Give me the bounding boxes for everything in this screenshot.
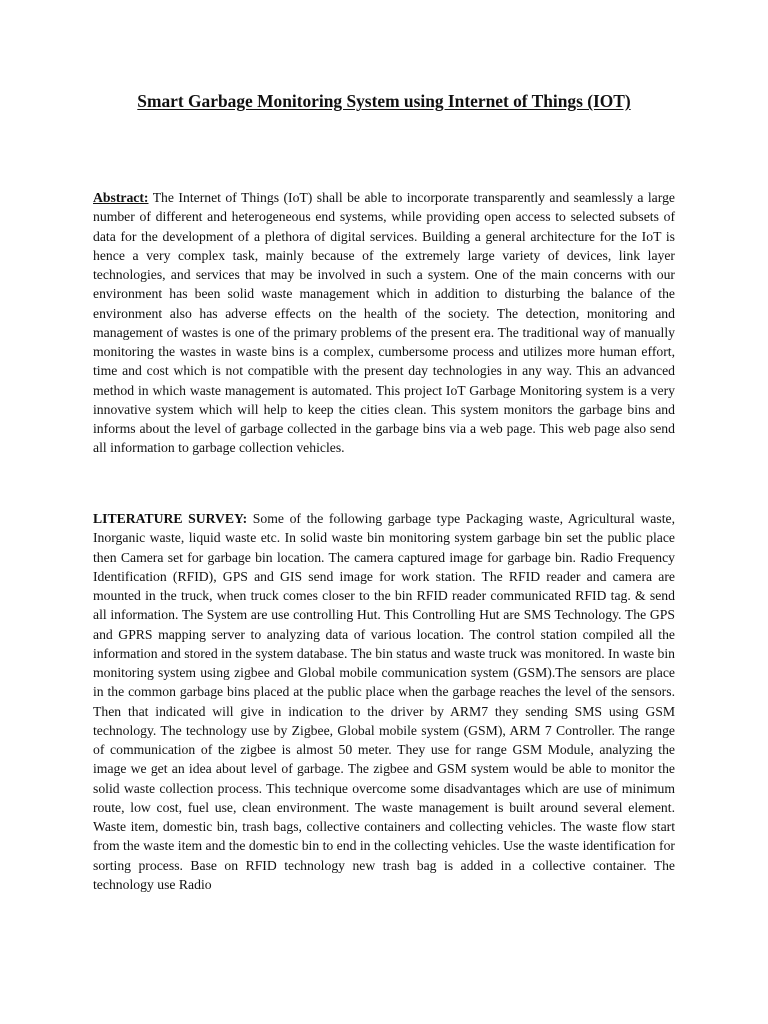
document-title: Smart Garbage Monitoring System using Internet of Things (IOT): [137, 91, 631, 111]
literature-survey-heading: LITERATURE SURVEY:: [93, 511, 248, 526]
abstract-heading: Abstract:: [93, 190, 149, 205]
literature-survey-text: Some of the following garbage type Packaging waste, Agricultural waste, Inorganic waste, liquid waste etc. In solid waste bin monitoring system garbage bin set the public place then Camera set for garbage bin location. The camera captured image for garbage bin. Radio Frequency Identification (RFID), GPS and GIS send image for work station. The RFID reader and camera are mounted in the truck, when truck comes closer to the bin RFID reader communicated RFID tag. & send all information. The System are use controlling Hut. This Controlling Hut are SMS Technology. The GPS and GPRS mapping server to analyzing data of various location. The control station compiled all the information and stored in the system database. The bin status and waste truck was monitored. In waste bin monitoring system using zigbee and Global mobile communication system (GSM).The sensors are place in the common garbage bins placed at the public place when the garbage reaches the level of the sensors. Then that indicated will give in indication to the driver by ARM7 they sending SMS using GSM technology. The technology use by Zigbee, Global mobile system (GSM), ARM 7 Controller. The range of communication of the zigbee is almost 50 meter. They use for range GSM Module, analyzing the image we get an idea about level of garbage. The zigbee and GSM system would be able to monitor the solid waste collection process. This technique overcome some disadvantages which are use of minimum route, low cost, fuel use, clean environment. The waste management is built around several element. Waste item, domestic bin, trash bags, collective containers and collecting vehicles. The waste flow start from the waste item and the domestic bin to end in the collecting vehicles. Use the waste identification for sorting process. Base on RFID technology new trash bag is added in a collective container. The technology use Radio: [93, 511, 675, 892]
abstract-paragraph: [93, 188, 675, 458]
abstract-text: The Internet of Things (IoT) shall be able to incorporate transparently and seamlessly a large number of different and heterogeneous end systems, while providing open access to selected subsets of data for the development of a plethora of digital services. Building a general architecture for the IoT is hence a very complex task, mainly because of the extremely large variety of devices, link layer technologies, and services that may be involved in such a system. One of the main concerns with our environment has been solid waste management which in addition to disturbing the balance of the environment also has adverse effects on the health of the society. The detection, monitoring and management of wastes is one of the primary problems of the present era. The traditional way of manually monitoring the wastes in waste bins is a complex, cumbersome process and utilizes more human effort, time and cost which is not compatible with the present day technologies in any way. This an advanced method in which waste management is automated. This project IoT Garbage Monitoring system is a very innovative system which will help to keep the cities clean. This system monitors the garbage bins and informs about the level of garbage collected in the garbage bins via a web page. This web page also send all information to garbage collection vehicles.: [93, 190, 675, 456]
literature-survey-paragraph: [93, 509, 675, 894]
